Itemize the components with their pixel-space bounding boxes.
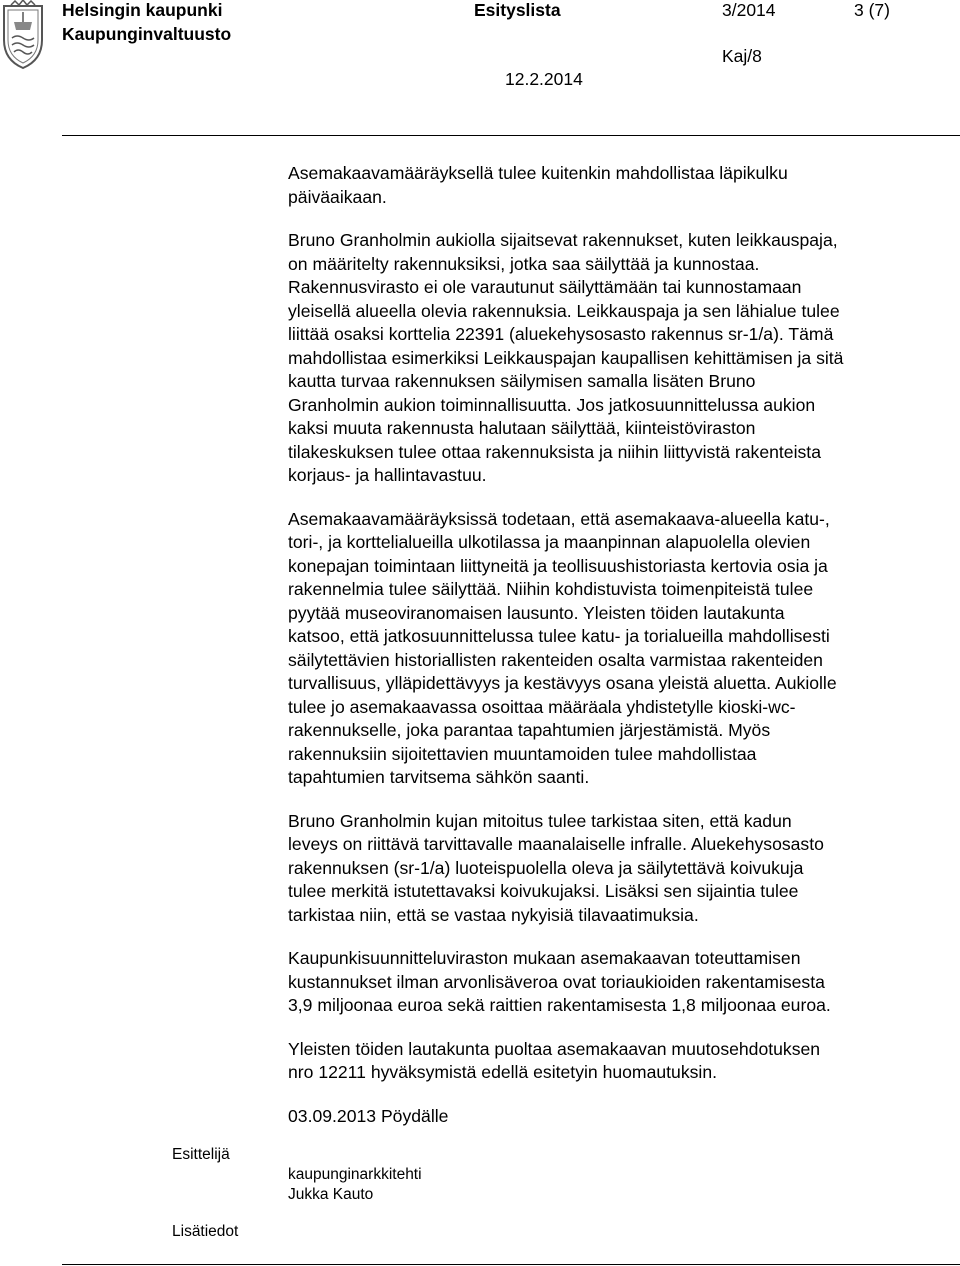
text-line: kaksi muuta rakennusta halutaan säilyttää, kiinteistöviraston (288, 418, 756, 438)
text-line: säilytettävien historiallisten rakenteiden osalta varmistaa rakenteiden (288, 649, 823, 670)
text-line: Rakennusvirasto ei ole varautunut säilyttämään tai kunnostamaan (288, 277, 802, 297)
item-id: Kaj/8 (722, 46, 762, 66)
text-line: tulee jo asemakaavassa osoittaa määräala yhdistetylle kioski-wc- (288, 696, 796, 717)
paragraph (288, 810, 948, 928)
org-name: Helsingin kaupunki (62, 0, 223, 20)
text-line: rakennukselle, joka parantaa tapahtumien järjestämistä. Myös (288, 720, 771, 740)
text-line: Bruno Granholmin aukiolla sijaitsevat rakennukset, kuten leikkauspaja, (288, 230, 838, 250)
body-name: Kaupunginvaltuusto (62, 24, 232, 44)
presenter-name: Jukka Kauto (288, 1186, 374, 1203)
text-line: yleisellä alueella olevia rakennuksia. Leikkauspaja ja sen lähialue tulee (288, 300, 840, 321)
paragraph (288, 508, 948, 790)
text-line: rakennuksiin sijoitettavien muuntamoiden tulee mahdollistaa (288, 743, 757, 764)
text-line: rakennuksen (sr-1/a) luoteispuolella oleva ja säilytettävä koivukuja (288, 857, 804, 878)
page-info: 3 (7) (854, 0, 890, 20)
text-line: katsoo, että jatkosuunnittelussa tulee katu- ja torialueilla mahdollisesti (288, 626, 830, 646)
paragraph-gap (288, 1018, 948, 1038)
text-line: tapahtumien tarvitsema sähkön saanti. (288, 767, 590, 787)
paragraph (288, 229, 948, 488)
text-line: turvallisuus, ylläpidettävyys ja kestävyys osana yleistä aluetta. Aukiolle (288, 673, 837, 693)
paragraph (288, 162, 948, 209)
text-line: Asemakaavamääräyksellä tulee kuitenkin mahdollistaa läpikulku (288, 163, 788, 183)
text-line: 3,9 miljoonaa euroa sekä raittien rakentamisesta 1,8 miljoonaa euroa. (288, 995, 831, 1015)
text-line: Bruno Granholmin kujan mitoitus tulee tarkistaa siten, että kadun (288, 810, 792, 831)
city-coat-of-arms-logo (0, 0, 46, 72)
text-line: tori-, ja korttelialueilla ulkotilassa ja maanpinnan alapuolella olevien (288, 532, 811, 552)
text-line: leveys on riittävä tarvittavalle maanalaiselle infralle. Aluekehysosasto (288, 834, 824, 854)
paragraph-gap (288, 1085, 948, 1105)
text-line: tilakeskuksen tulee ottaa rakennuksista ja niihin liittyvistä rakenteista (288, 441, 821, 462)
text-line: liittää osaksi korttelia 22391 (aluekehysosasto rakennus sr-1/a). Tämä (288, 324, 834, 344)
paragraph (288, 1038, 948, 1085)
presenter-label: Esittelijä (172, 1146, 230, 1163)
text-line: tarkistaa niin, että se vastaa nykyisiä tilavaatimuksia. (288, 904, 699, 925)
text-line: on määritelty rakennuksiksi, jotka saa säilyttää ja kunnostaa. (288, 253, 760, 274)
text-line: Granholmin aukion toiminnallisuutta. Jos jatkosuunnittelussa aukion (288, 394, 816, 415)
paragraph (288, 1105, 948, 1129)
text-line: Asemakaavamääräyksissä todetaan, että asemakaava-alueella katu-, (288, 508, 830, 529)
doc-type: Esityslista (474, 0, 561, 20)
paragraph-gap (288, 927, 948, 947)
doc-number: 3/2014 (722, 0, 776, 20)
text-line: nro 12211 hyväksymistä edellä esitetyin huomautuksin. (288, 1062, 718, 1082)
text-line: Yleisten töiden lautakunta puoltaa asemakaavan muutosehdotuksen (288, 1038, 821, 1059)
paragraph-gap (288, 488, 948, 508)
document-body (288, 162, 948, 1128)
text-line: kautta turvaa rakennuksen säilymisen samalla lisäten Bruno (288, 371, 756, 391)
header-divider (62, 135, 960, 136)
text-line: rakennelmia tulee säilyttää. Niihin kohdistuvista toimenpiteistä tulee (288, 579, 814, 599)
meeting-date: 12.2.2014 (505, 69, 583, 89)
paragraph-gap (288, 790, 948, 810)
text-line: Kaupunkisuunnitteluviraston mukaan asemakaavan toteuttamisen (288, 948, 801, 968)
text-line: päiväaikaan. (288, 186, 387, 207)
text-line: kustannukset ilman arvonlisäveroa ovat toriaukioiden rakentamisesta (288, 971, 825, 992)
text-line: konepajan toimintaan liittyneitä ja teollisuushistoriasta kertovia osia ja (288, 555, 828, 576)
text-line: tulee merkitä istutettavaksi koivukujaksi. Lisäksi sen sijaintia tulee (288, 881, 799, 901)
paragraph (288, 947, 948, 1018)
text-line: mahdollistaa esimerkiksi Leikkauspajan kaupallisen kehittämisen ja sitä (288, 347, 844, 368)
presenter-title: kaupunginarkkitehti (288, 1166, 422, 1183)
text-line: korjaus- ja hallintavastuu. (288, 465, 487, 485)
footer-divider (62, 1264, 960, 1265)
text-line: 03.09.2013 Pöydälle (288, 1105, 449, 1126)
info-label: Lisätiedot (172, 1223, 239, 1240)
paragraph-gap (288, 209, 948, 229)
text-line: pyytää museoviranomaisen lausunto. Yleisten töiden lautakunta (288, 602, 785, 623)
